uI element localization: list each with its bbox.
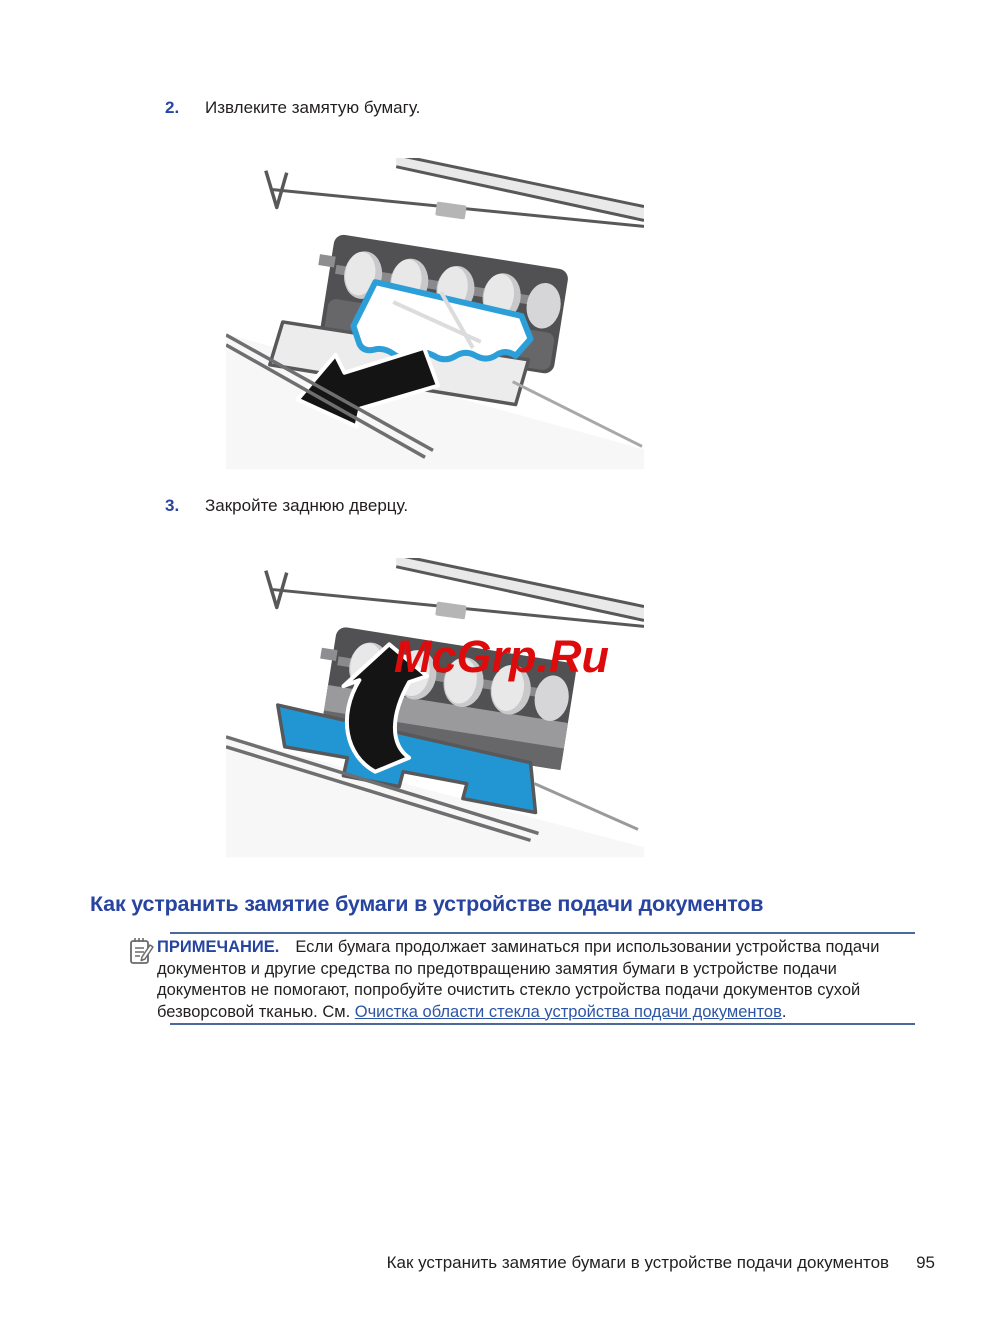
printer-rear-illustration xyxy=(226,558,644,858)
printer-rear-illustration xyxy=(226,158,644,470)
note-bottom-rule xyxy=(170,1023,915,1025)
step-3-instruction: Закройте заднюю дверцу. xyxy=(205,496,409,515)
step-2 xyxy=(165,96,420,120)
note-icon xyxy=(128,936,154,966)
step-2-number: 2. xyxy=(165,98,180,117)
note-link-clean-scanner-glass[interactable]: Очистка области стекла устройства подачи документов xyxy=(354,1002,782,1021)
note-text-after-link: . xyxy=(781,1002,787,1021)
footer-section-title: Как устранить замятие бумаги в устройстве подачи документов xyxy=(386,1253,890,1272)
notepad-pencil-icon xyxy=(128,936,154,966)
note-top-rule xyxy=(170,932,915,934)
footer-page-number: 95 xyxy=(916,1253,935,1272)
figure-remove-jammed-paper xyxy=(226,158,644,470)
note-paragraph xyxy=(157,937,917,1023)
step-3-number: 3. xyxy=(165,496,180,515)
site-watermark: McGrp.Ru xyxy=(394,631,610,682)
page-footer xyxy=(387,1253,935,1273)
printer-label xyxy=(435,601,467,619)
printer-lid-edge xyxy=(396,558,644,620)
printer-label xyxy=(435,202,467,220)
step-2-instruction: Извлеките замятую бумагу. xyxy=(205,98,421,117)
printer-lid-edge xyxy=(396,158,644,220)
step-3 xyxy=(165,494,408,518)
figure-close-rear-door xyxy=(226,558,644,858)
section-heading: Как устранить замятие бумаги в устройстве подачи документов xyxy=(90,892,764,916)
note-text: Если бумага продолжает заминаться при использовании устройства подачи документов и другие средства по предотвращению замятия бумаги в устройстве подачи документов не помогают, попробуйте очистить стекло устройства подачи документов сухой безворсовой тканью. См. xyxy=(157,938,880,1021)
note-label: ПРИМЕЧАНИЕ. xyxy=(157,938,280,956)
